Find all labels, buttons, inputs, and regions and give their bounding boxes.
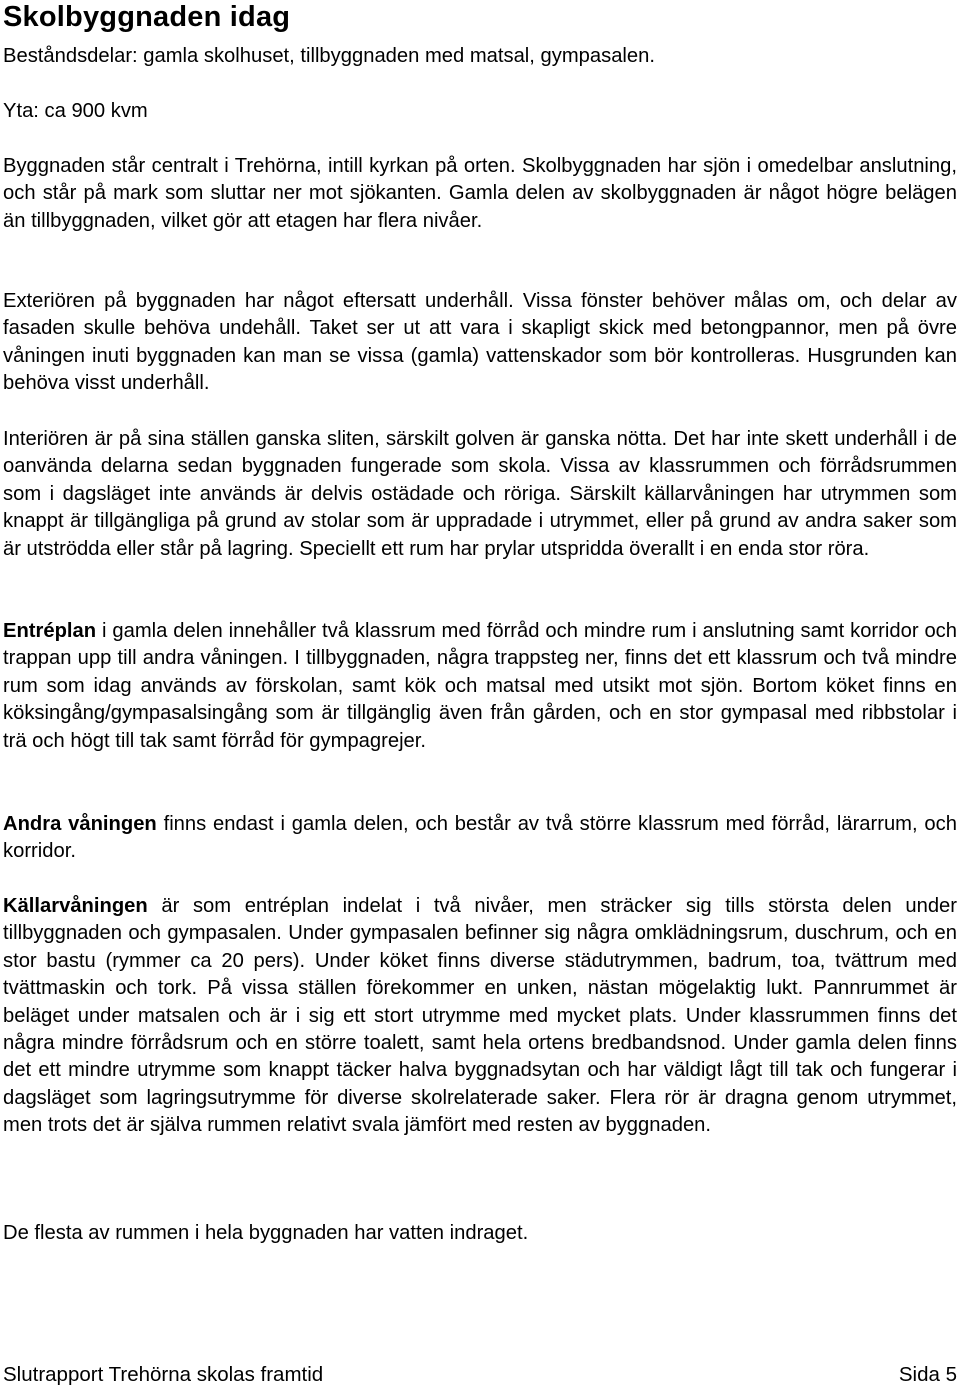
andra-vaningen-paragraph bbox=[3, 811, 957, 866]
water-paragraph: De flesta av rummen i hela byggnaden har vatten indraget. bbox=[3, 1222, 529, 1244]
exterior-paragraph: Exteriören på byggnaden har något eftersatt underhåll. Vissa fönster behöver målas om, och delar av fasaden skulle behöva undehåll. Taket ser ut att vara i skapligt skick med betongpannor, men på övre våningen inuti byggnaden kan man se vissa (gamla) vattenskador som bör kontrolleras. Husgrunden kan behöva visst underhåll. bbox=[3, 290, 957, 395]
kallarvaningen-label: Källarvåningen bbox=[3, 895, 148, 917]
location-paragraph: Byggnaden står centralt i Trehörna, intill kyrkan på orten. Skolbyggnaden har sjön i omedelbar anslutning, och står på mark som sluttar ner mot sjökanten. Gamla delen av skolbyggnaden är något högre belägen än tillbyggnaden, vilket gör att etagen har flera nivåer. bbox=[3, 155, 957, 232]
interior-paragraph: Interiören är på sina ställen ganska sliten, särskilt golven är ganska nötta. Det har inte skett underhåll i de oanvända delarna sedan byggnaden fungerade som skola. Vissa av klassrummen och förrådsrummen som i dagsläget inte används är delvis ostädade och röriga. Särskilt källarvåningen har utrymmen som knappt är tillgängliga på grund av stolar som är uppradade i utrymmet, eller på grund av andra saker som är utströdda eller står på lagring. Speciellt ett rum har prylar utspridda överallt i en enda stor röra. bbox=[3, 428, 957, 560]
entreplan-label: Entréplan bbox=[3, 620, 97, 642]
kallarvaningen-paragraph bbox=[3, 893, 957, 1140]
footer-page-number: Sida 5 bbox=[898, 1363, 957, 1386]
entreplan-paragraph bbox=[3, 618, 957, 755]
area-paragraph: Yta: ca 900 kvm bbox=[3, 100, 148, 122]
page-title: Skolbyggnaden idag bbox=[3, 1, 291, 33]
andra-vaningen-text: finns endast i gamla delen, och består av två större klassrum med förråd, lärarrum, och korridor. bbox=[3, 813, 957, 863]
page-footer bbox=[3, 1362, 957, 1388]
andra-vaningen-label: Andra våningen bbox=[3, 813, 157, 835]
kallarvaningen-text: är som entréplan indelat i två nivåer, men sträcker sig tills största delen under tillbyggnaden och gympasalen. Under gympasalen befinner sig några omklädningsrum, duschrum, och en stor bastu (rymmer ca 20 pers). Under köket finns diverse städutrymmen, badrum, toa, tvättrum med tvättmaskin och tork. På vissa ställen förekommer en unken, nästan mögelaktig lukt. Pannrummet är beläget under matsalen och är i sig ett stort utrymme med mycket plats. Under klassrummen finns det några mindre förrådsrum och en större toalett, samt hela ortens bredbandsnod. Under gamla delen finns det ett mindre utrymme som knappt täcker halva byggnadsytan och har väldigt lågt till tak och fungerar i dagsläget som lagringsutrymme för diverse skolrelaterade saker. Flera rör är dragna genom utrymmet, men trots det är själva rummen relativt svala jämfört med resten av byggnaden. bbox=[3, 895, 957, 1137]
entreplan-text: i gamla delen innehåller två klassrum med förråd och mindre rum i anslutning samt korridor och trappan upp till andra våningen. I tillbyggnaden, några trappsteg ner, finns det ett klassrum och två mindre rum som idag används av förskolan, samt kök och matsal med utsikt mot sjön. Bortom köket finns en köksingång/gympasalsingång som är tillgänglig även från gården, och en stor gympasal med ribbstolar i trä och högt till tak samt förråd för gympagrejer. bbox=[3, 620, 957, 752]
components-paragraph: Beståndsdelar: gamla skolhuset, tillbyggnaden med matsal, gympasalen. bbox=[3, 45, 655, 67]
footer-report-title: Slutrapport Trehörna skolas framtid bbox=[3, 1363, 324, 1386]
